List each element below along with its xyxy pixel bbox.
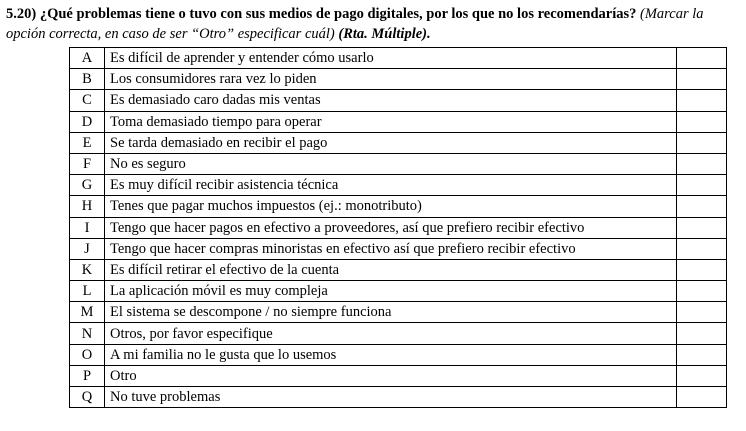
option-row[interactable] <box>70 153 727 174</box>
option-mark-cell[interactable] <box>677 111 727 132</box>
option-mark-cell[interactable] <box>677 302 727 323</box>
option-label: No tuve problemas <box>105 387 677 408</box>
option-mark-cell[interactable] <box>677 48 727 69</box>
option-row[interactable] <box>70 281 727 302</box>
question-heading: 5.20) ¿Qué problemas tiene o tuvo con sus medios de pago digitales, por los que no los recomendarías? <box>6 6 637 22</box>
option-row[interactable] <box>70 365 727 386</box>
option-letter: D <box>70 111 105 132</box>
option-row[interactable] <box>70 48 727 69</box>
option-row[interactable] <box>70 217 727 238</box>
option-letter: C <box>70 90 105 111</box>
option-letter: A <box>70 48 105 69</box>
option-letter: Q <box>70 387 105 408</box>
option-label: No es seguro <box>105 153 677 174</box>
option-row[interactable] <box>70 90 727 111</box>
option-row[interactable] <box>70 302 727 323</box>
option-mark-cell[interactable] <box>677 196 727 217</box>
option-letter: N <box>70 323 105 344</box>
option-mark-cell[interactable] <box>677 323 727 344</box>
option-mark-cell[interactable] <box>677 175 727 196</box>
question-answer-type: (Rta. Múltiple). <box>338 26 431 42</box>
option-label: Tenes que pagar muchos impuestos (ej.: monotributo) <box>105 196 677 217</box>
option-letter: I <box>70 217 105 238</box>
option-row[interactable] <box>70 238 727 259</box>
option-letter: E <box>70 132 105 153</box>
option-row[interactable] <box>70 259 727 280</box>
option-label: Es difícil retirar el efectivo de la cuenta <box>105 259 677 280</box>
option-label: Es demasiado caro dadas mis ventas <box>105 90 677 111</box>
option-label: A mi familia no le gusta que lo usemos <box>105 344 677 365</box>
option-label: Otro <box>105 365 677 386</box>
option-letter: M <box>70 302 105 323</box>
option-label: Es difícil de aprender y entender cómo usarlo <box>105 48 677 69</box>
option-mark-cell[interactable] <box>677 281 727 302</box>
option-mark-cell[interactable] <box>677 90 727 111</box>
option-label: El sistema se descompone / no siempre funciona <box>105 302 677 323</box>
option-letter: G <box>70 175 105 196</box>
option-mark-cell[interactable] <box>677 365 727 386</box>
option-label: Es muy difícil recibir asistencia técnica <box>105 175 677 196</box>
option-letter: L <box>70 281 105 302</box>
option-mark-cell[interactable] <box>677 132 727 153</box>
option-label: Tengo que hacer compras minoristas en efectivo así que prefiero recibir efectivo <box>105 238 677 259</box>
option-label: Los consumidores rara vez lo piden <box>105 69 677 90</box>
option-mark-cell[interactable] <box>677 387 727 408</box>
option-letter: J <box>70 238 105 259</box>
option-label: Tengo que hacer pagos en efectivo a proveedores, así que prefiero recibir efectivo <box>105 217 677 238</box>
option-letter: B <box>70 69 105 90</box>
option-row[interactable] <box>70 344 727 365</box>
option-row[interactable] <box>70 111 727 132</box>
option-row[interactable] <box>70 196 727 217</box>
option-mark-cell[interactable] <box>677 344 727 365</box>
option-letter: O <box>70 344 105 365</box>
option-letter: P <box>70 365 105 386</box>
option-label: Otros, por favor especifique <box>105 323 677 344</box>
option-letter: F <box>70 153 105 174</box>
question-instruction: (Marcar la opción correcta, en caso de ser “Otro” especificar cuál) <box>6 6 704 42</box>
option-mark-cell[interactable] <box>677 69 727 90</box>
option-label: Se tarda demasiado en recibir el pago <box>105 132 677 153</box>
option-row[interactable] <box>70 387 727 408</box>
option-mark-cell[interactable] <box>677 217 727 238</box>
option-label: Toma demasiado tiempo para operar <box>105 111 677 132</box>
option-letter: K <box>70 259 105 280</box>
option-row[interactable] <box>70 175 727 196</box>
question-text <box>6 4 742 44</box>
option-row[interactable] <box>70 69 727 90</box>
option-mark-cell[interactable] <box>677 153 727 174</box>
option-mark-cell[interactable] <box>677 259 727 280</box>
option-mark-cell[interactable] <box>677 238 727 259</box>
option-row[interactable] <box>70 132 727 153</box>
option-letter: H <box>70 196 105 217</box>
option-label: La aplicación móvil es muy compleja <box>105 281 677 302</box>
options-table-body <box>70 48 727 408</box>
options-table <box>69 47 727 408</box>
option-row[interactable] <box>70 323 727 344</box>
